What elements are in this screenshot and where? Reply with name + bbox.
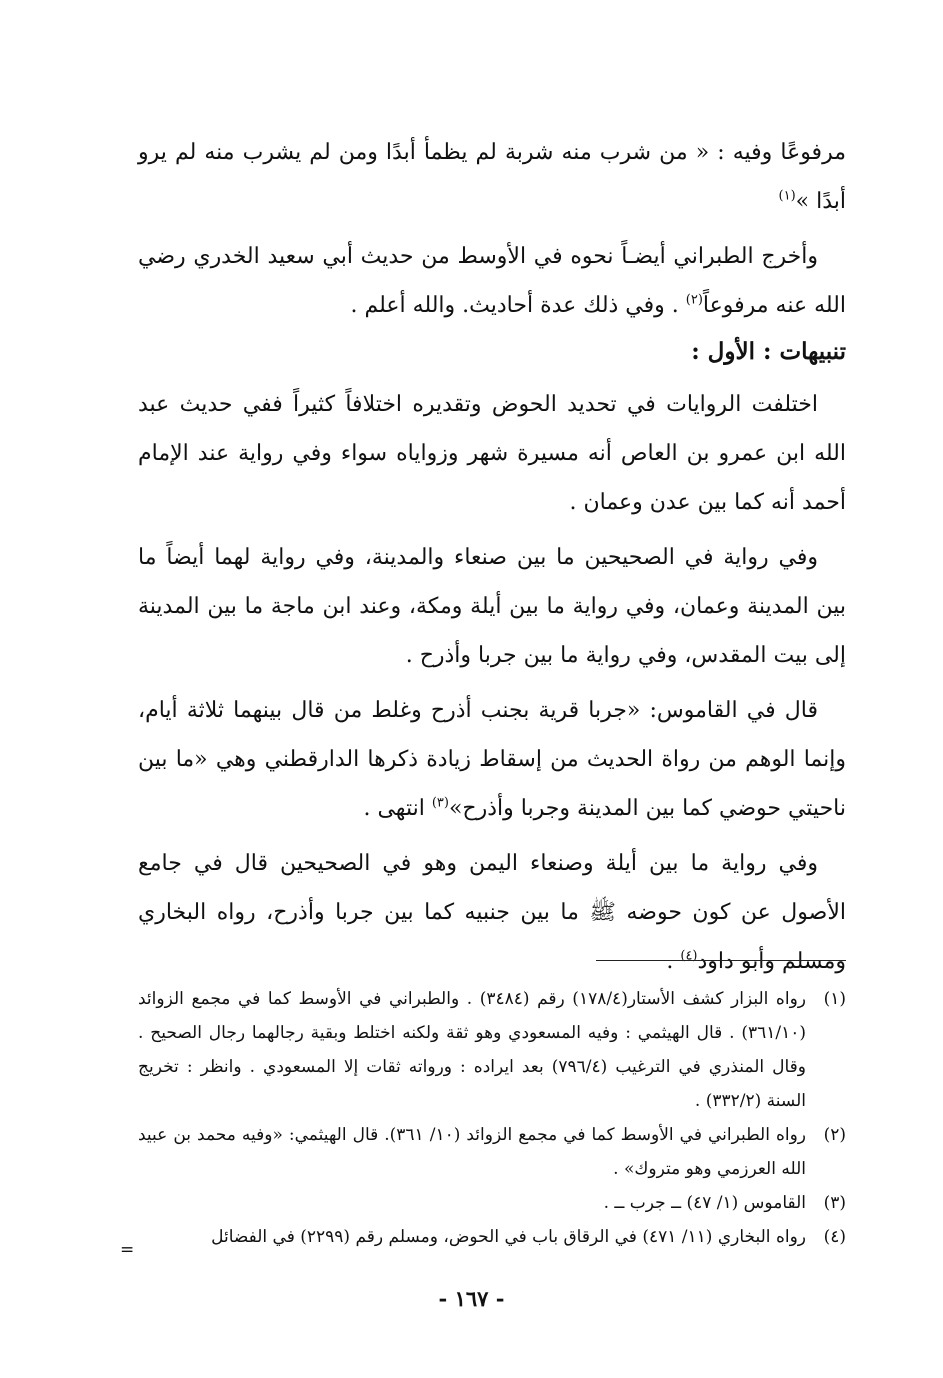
continuation-mark: = — [120, 1240, 135, 1260]
paragraph-1-text: مرفوعًا وفيه : « من شرب منه شربة لم يظمأ أبدًا ومن لم يشرب منه لم يرو أبدًا » — [138, 140, 846, 214]
footnote-number: (٣) — [823, 1193, 846, 1213]
footnote-text: القاموس (١/ ٤٧) ــ جرب ــ . — [603, 1193, 806, 1213]
footnote-number: (٤) — [823, 1227, 846, 1247]
footnote-text: رواه البزار كشف الأستار(١٧٨/٤) رقم (٣٤٨٤) . والطبراني في الأوسط كما في مجمع الزوائد (٣٦١/١٠) . قال الهيثمي : وفيه المسعودي وهو ثقة ولكنه اختلط وبقية رجالهما رجال الصحيح . وقال المنذري في الترغيب (٧٩٦/٤) بعد ايراده : ورواته ثقات إلا المسعودي . وانظر : تخريج السنة (٣٣٢/٢) . — [138, 989, 806, 1111]
page-number: - ١٦٧ - — [438, 1286, 505, 1311]
footnote-ref-3: (٣) — [431, 795, 449, 811]
paragraph-6-text: وفي رواية ما بين أيلة وصنعاء اليمن وهو في الصحيحين قال في جامع الأصول عن كون حوضه ﷺ ما بين جنبيه كما بين جربا وأذرح، رواه البخاري ومسلم وأبو داود — [138, 851, 846, 974]
paragraph-6-tail: . — [666, 949, 674, 974]
footnote-number: (٢) — [823, 1125, 846, 1145]
footnote-text: رواه الطبراني في الأوسط كما في مجمع الزوائد (١٠/ ٣٦١). قال الهيثمي: «وفيه محمد بن عبيد الله العرزمي وهو متروك» . — [138, 1125, 806, 1179]
footnote-3 — [138, 1186, 846, 1220]
footnote-1 — [138, 982, 846, 1118]
paragraph-2 — [138, 232, 846, 330]
footnote-2 — [138, 1118, 846, 1186]
paragraph-2-text: وأخرج الطبراني أيضـاً نحوه في الأوسط من حديث أبي سعيد الخدري رضي الله عنه مرفوعاً — [138, 244, 846, 318]
paragraph-3: اختلفت الروايات في تحديد الحوض وتقديره اختلافاً كثيراً ففي حديث عبد الله ابن عمرو بن العاص أنه مسيرة شهر وزواياه سواء وفي رواية عند الإمام أحمد أنه كما بين عدن وعمان . — [138, 392, 846, 515]
main-text-block — [138, 128, 846, 986]
paragraph-5-tail: انتهى . — [363, 796, 425, 821]
paragraph-1 — [138, 128, 846, 226]
footnote-text: رواه البخاري (١١/ ٤٧١) في الرقاق باب في الحوض، ومسلم رقم (٢٢٩٩) في الفضائل — [211, 1227, 806, 1247]
paragraph-5 — [138, 686, 846, 833]
section-heading: تنبيهات : الأول : — [691, 338, 846, 365]
footnote-number: (١) — [823, 989, 846, 1009]
footnote-4 — [138, 1220, 846, 1254]
body-text — [138, 128, 846, 986]
paragraph-4: وفي رواية في الصحيحين ما بين صنعاء والمدينة، وفي رواية لهما أيضاً ما بين المدينة وعمان، وفي رواية ما بين أيلة ومكة، وعند ابن ماجة ما بين المدينة إلى بيت المقدس، وفي رواية ما بين جربا وأذرح . — [138, 545, 846, 668]
footnote-ref-1: (١) — [778, 188, 796, 204]
paragraph-5-text: قال في القاموس: «جربا قرية بجنب أذرح وغلط من قال بينهما ثلاثة أيام، وإنما الوهم من رواة الحديث من إسقاط زيادة ذكرها الدارقطني وهي «ما بين ناحيتي حوضي كما بين المدينة وجربا وأذرح» — [138, 698, 846, 821]
paragraph-2-tail: . وفي ذلك عدة أحاديث. والله أعلم . — [350, 293, 679, 318]
footnote-ref-2: (٢) — [685, 292, 703, 308]
footnote-ref-4: (٤) — [680, 948, 698, 964]
paragraph-6 — [138, 839, 846, 986]
footnote-divider — [596, 960, 846, 961]
footnotes-block — [138, 982, 846, 1254]
